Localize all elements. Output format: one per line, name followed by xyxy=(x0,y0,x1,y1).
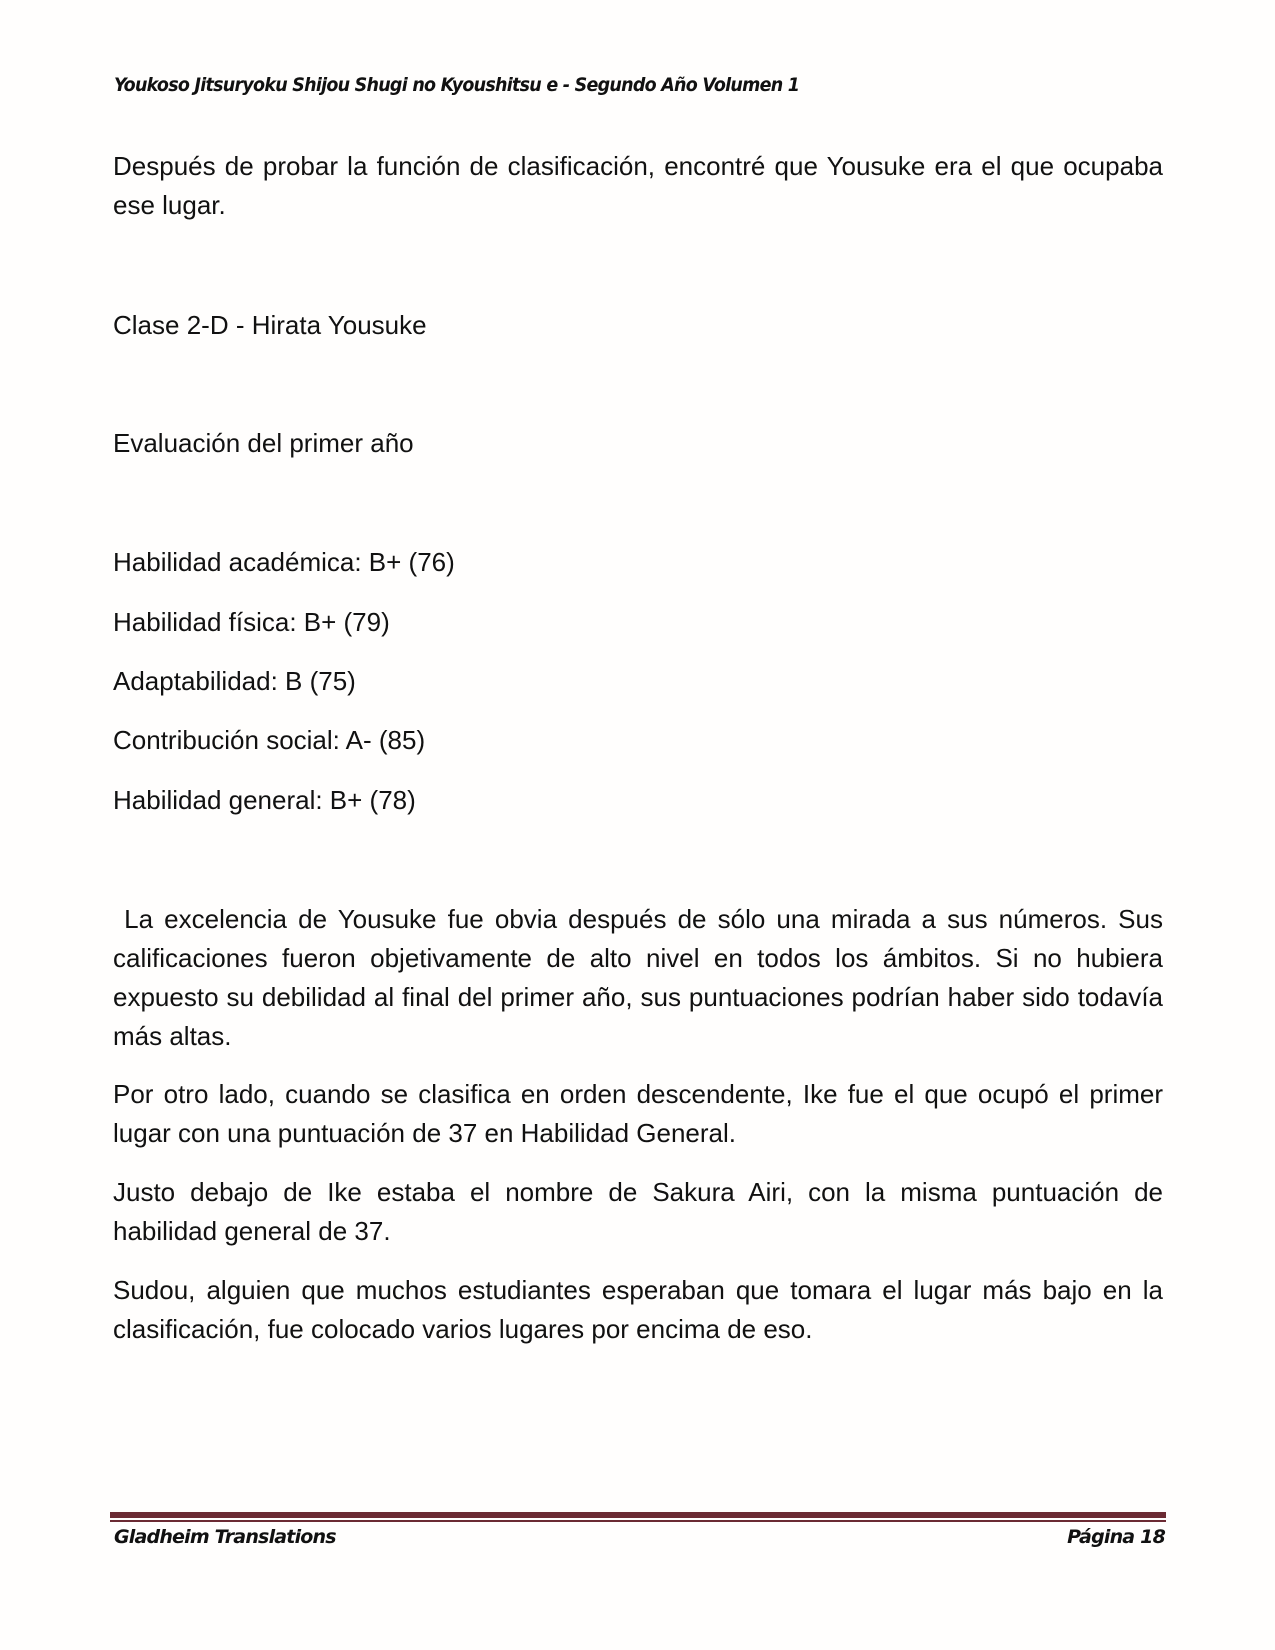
paragraph: Por otro lado, cuando se clasifica en orden descendente, Ike fue el que ocupó el primer lugar con una puntuación de 37 en Habilidad General. xyxy=(113,1079,1163,1148)
page-number: Página 18 xyxy=(1067,1526,1165,1548)
student-name: Clase 2-D - Hirata Yousuke xyxy=(113,310,427,340)
paragraph: La excelencia de Yousuke fue obvia después de sólo una mirada a sus números. Sus calificaciones fueron objetivamente de alto nivel en todos los ámbitos. Si no hubiera expuesto su debilidad al final del primer año, sus puntuaciones podrían haber sido todavía más altas. xyxy=(113,904,1171,1051)
running-header: Youkoso Jitsuryoku Shijou Shugi no Kyoushitsu e - Segundo Año Volumen 1 xyxy=(114,74,800,96)
stat-general: Habilidad general: B+ (78) xyxy=(113,785,416,815)
stat-social: Contribución social: A- (85) xyxy=(113,725,426,755)
stat-physical: Habilidad física: B+ (79) xyxy=(113,607,390,637)
evaluation-title: Evaluación del primer año xyxy=(113,428,414,458)
stat-academic: Habilidad académica: B+ (76) xyxy=(113,547,455,577)
intro-paragraph: Después de probar la función de clasificación, encontré que Yousuke era el que ocupaba ese lugar. xyxy=(113,151,1163,220)
paragraph: Justo debajo de Ike estaba el nombre de Sakura Airi, con la misma puntuación de habilidad general de 37. xyxy=(113,1177,1163,1246)
footer-rule xyxy=(110,1512,1166,1518)
footer-credit: Gladheim Translations xyxy=(114,1526,336,1548)
footer-rule-thin xyxy=(110,1520,1166,1522)
paragraph: Sudou, alguien que muchos estudiantes esperaban que tomara el lugar más bajo en la clasificación, fue colocado varios lugares por encima de eso. xyxy=(113,1275,1163,1344)
stat-adaptability: Adaptabilidad: B (75) xyxy=(113,666,356,696)
